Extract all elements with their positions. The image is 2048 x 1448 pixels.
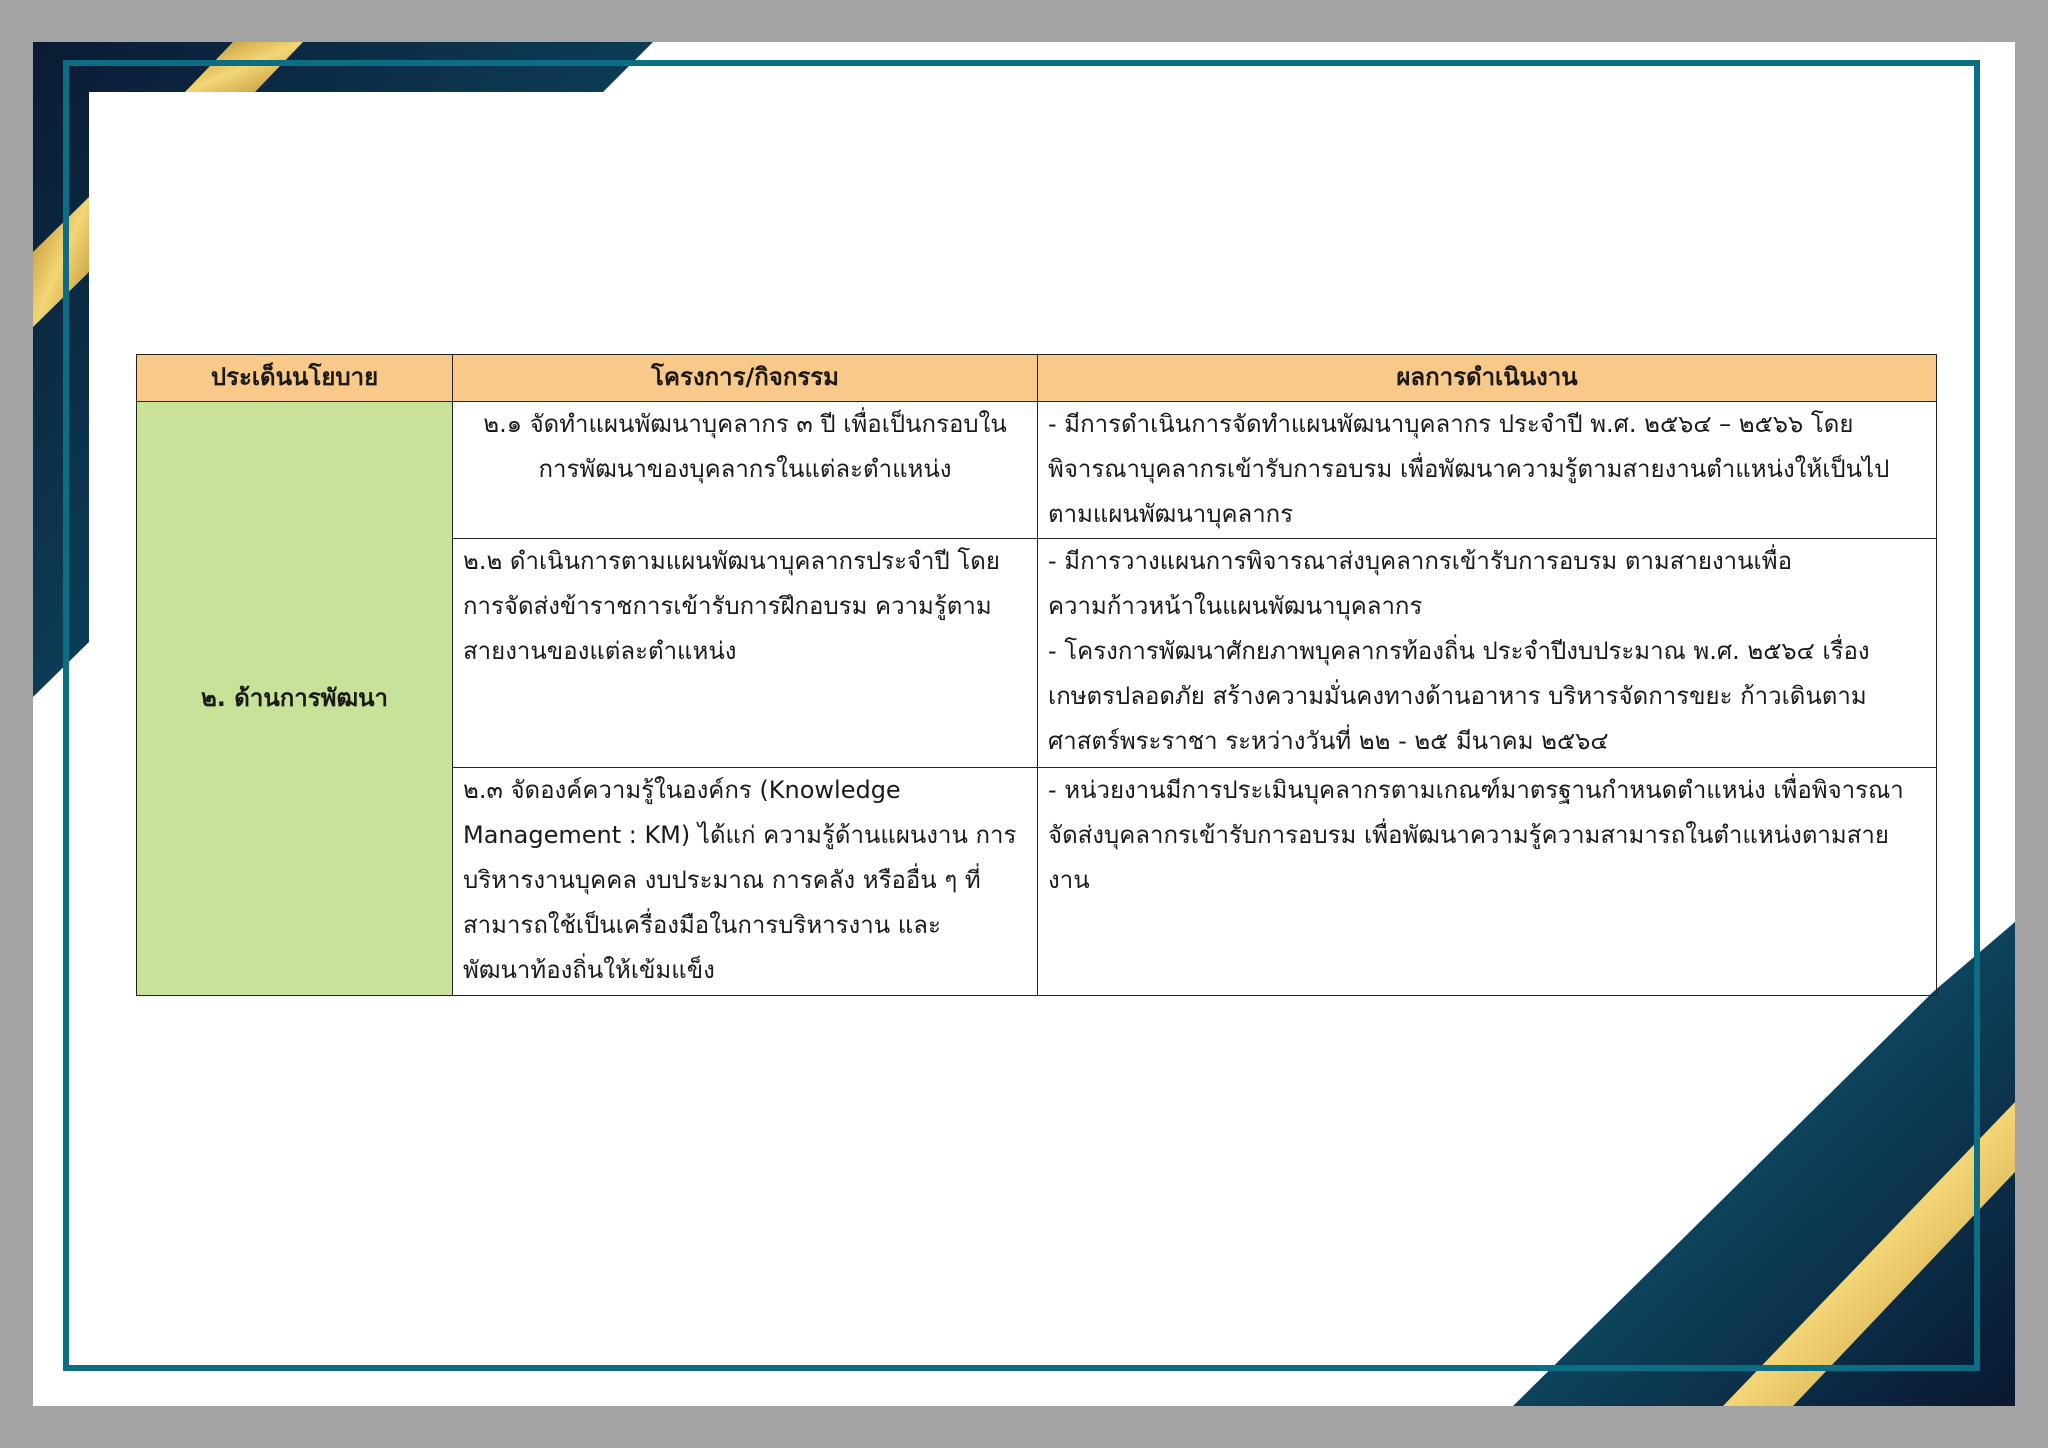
text-line: ๒.๒ ดำเนินการตามแผนพัฒนาบุคลากรประจำปี โดย bbox=[463, 547, 1000, 575]
project-cell bbox=[453, 768, 1038, 996]
text-line: - หน่วยงานมีการประเมินบุคลากรตามเกณฑ์มาตรฐานกำหนดตำแหน่ง เพื่อพิจารณา bbox=[1048, 776, 1904, 804]
text-line: ความก้าวหน้าในแผนพัฒนาบุคลากร bbox=[1048, 592, 1423, 620]
project-cell bbox=[453, 402, 1038, 539]
text-line: Management : KM) ได้แก่ ความรู้ด้านแผนงาน การ bbox=[463, 821, 1017, 849]
text-line: - โครงการพัฒนาศักยภาพบุคลากรท้องถิ่น ประจำปีงบประมาณ พ.ศ. ๒๕๖๔ เรื่อง bbox=[1048, 637, 1870, 665]
text-line: บริหารงานบุคคล งบประมาณ การคลัง หรืออื่น ๆ ที่ bbox=[463, 866, 981, 894]
text-line: ศาสตร์พระราชา ระหว่างวันที่ ๒๒ - ๒๕ มีนาคม ๒๕๖๔ bbox=[1048, 727, 1609, 755]
text-line: เกษตรปลอดภัย สร้างความมั่นคงทางด้านอาหาร บริหารจัดการขยะ ก้าวเดินตาม bbox=[1048, 682, 1867, 710]
column-header-result: ผลการดำเนินงาน bbox=[1038, 355, 1937, 402]
text-line: การจัดส่งข้าราชการเข้ารับการฝึกอบรม ความรู้ตาม bbox=[463, 592, 992, 620]
text-line: ตามแผนพัฒนาบุคลากร bbox=[1048, 500, 1294, 528]
text-line: - มีการวางแผนการพิจารณาส่งบุคลากรเข้ารับการอบรม ตามสายงานเพื่อ bbox=[1048, 547, 1792, 575]
table-row bbox=[137, 402, 1937, 539]
text-line: งาน bbox=[1048, 866, 1090, 894]
table-header-row bbox=[137, 355, 1937, 402]
result-cell bbox=[1038, 539, 1937, 768]
text-line: จัดส่งบุคลากรเข้ารับการอบรม เพื่อพัฒนาความรู้ความสามารถในตำแหน่งตามสาย bbox=[1048, 821, 1889, 849]
policy-cell: ๒. ด้านการพัฒนา bbox=[137, 402, 453, 996]
result-cell bbox=[1038, 402, 1937, 539]
text-line: สามารถใช้เป็นเครื่องมือในการบริหารงาน และ bbox=[463, 911, 941, 939]
text-line: ๒.๓ จัดองค์ความรู้ในองค์กร (Knowledge bbox=[463, 776, 901, 804]
project-cell bbox=[453, 539, 1038, 768]
result-cell bbox=[1038, 768, 1937, 996]
text-line: - มีการดำเนินการจัดทำแผนพัฒนาบุคลากร ประจำปี พ.ศ. ๒๕๖๔ – ๒๕๖๖ โดย bbox=[1048, 410, 1854, 438]
text-line: พัฒนาท้องถิ่นให้เข้มแข็ง bbox=[463, 956, 715, 984]
text-line: ๒.๑ จัดทำแผนพัฒนาบุคลากร ๓ ปี เพื่อเป็นกรอบใน bbox=[483, 410, 1007, 438]
column-header-project: โครงการ/กิจกรรม bbox=[453, 355, 1038, 402]
text-line: สายงานของแต่ละตำแหน่ง bbox=[463, 637, 737, 665]
text-line: การพัฒนาของบุคลากรในแต่ละตำแหน่ง bbox=[538, 455, 952, 483]
text-line: พิจารณาบุคลากรเข้ารับการอบรม เพื่อพัฒนาความรู้ตามสายงานตำแหน่งให้เป็นไป bbox=[1048, 455, 1890, 483]
column-header-policy: ประเด็นนโยบาย bbox=[137, 355, 453, 402]
policy-table bbox=[136, 354, 1937, 996]
